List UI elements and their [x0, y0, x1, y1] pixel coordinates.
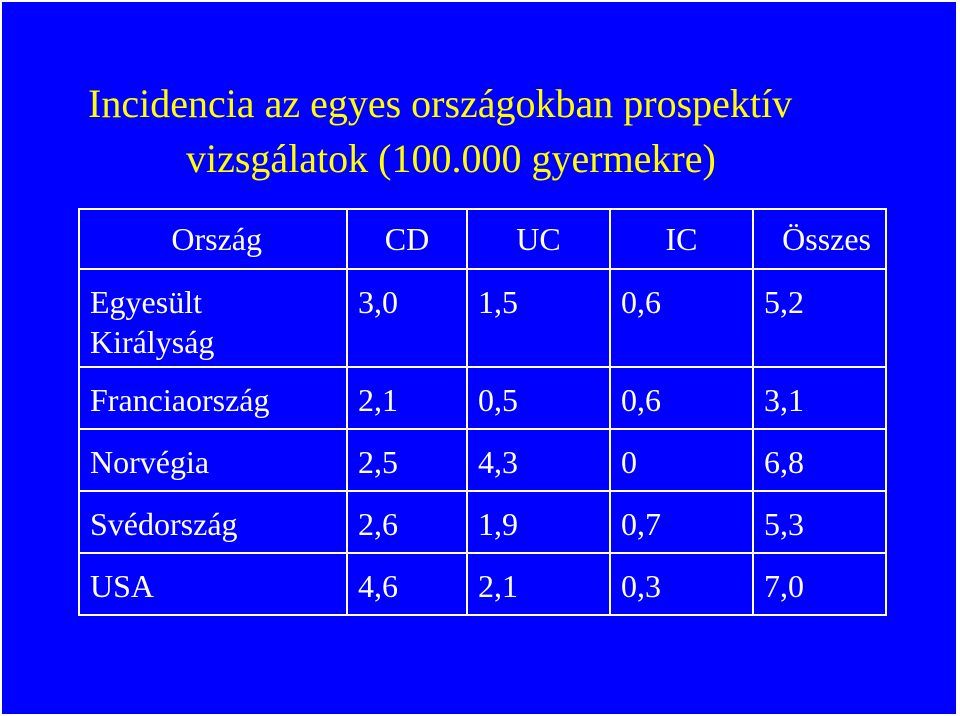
uc-value: 4,3 [478, 444, 518, 480]
country-name: USA [90, 568, 155, 604]
cell-country [79, 269, 347, 367]
cd-value: 2,1 [358, 382, 398, 418]
cd-value: 3,0 [358, 284, 398, 320]
cell-total [753, 429, 886, 491]
cell-total [753, 491, 886, 553]
uc-value: 0,5 [478, 382, 518, 418]
cell-uc [467, 269, 610, 367]
table-header-row [79, 209, 886, 269]
incidence-table [78, 208, 887, 616]
header-ic: IC [610, 209, 753, 269]
uc-value: 2,1 [478, 568, 518, 604]
title-line-1: Incidencia az egyes országokban prospektív [88, 81, 793, 126]
uc-value: 1,5 [478, 284, 518, 320]
table-row [79, 491, 886, 553]
cell-total [753, 553, 886, 615]
total-value: 6,8 [764, 444, 804, 480]
cell-cd [347, 367, 467, 429]
total-value: 7,0 [764, 568, 804, 604]
cell-ic [610, 491, 753, 553]
header-cd: CD [347, 209, 467, 269]
cell-ic [610, 269, 753, 367]
cell-total [753, 367, 886, 429]
cell-country [79, 429, 347, 491]
cell-ic [610, 429, 753, 491]
ic-value: 0,6 [621, 382, 661, 418]
total-value: 5,3 [764, 506, 804, 542]
country-name-line-1: Egyesült [90, 284, 202, 320]
ic-value: 0,7 [621, 506, 661, 542]
cd-value: 2,6 [358, 506, 398, 542]
cell-country [79, 491, 347, 553]
country-name-line-2: Királyság [90, 324, 215, 360]
cell-uc [467, 367, 610, 429]
total-value: 3,1 [764, 382, 804, 418]
total-value: 5,2 [764, 284, 804, 320]
cell-uc [467, 491, 610, 553]
table-row [79, 269, 886, 367]
cd-value: 4,6 [358, 568, 398, 604]
country-name: Franciaország [90, 382, 270, 418]
ic-value: 0,6 [621, 284, 661, 320]
header-country: Ország [79, 209, 347, 269]
cell-uc [467, 553, 610, 615]
cell-country [79, 367, 347, 429]
ic-value: 0 [621, 444, 637, 480]
uc-value: 1,9 [478, 506, 518, 542]
country-name: Svédország [90, 506, 238, 542]
title-line-2: vizsgálatok (100.000 gyermekre) [186, 136, 716, 181]
cell-cd [347, 553, 467, 615]
cell-country [79, 553, 347, 615]
header-uc: UC [467, 209, 610, 269]
slide-title [88, 76, 908, 186]
ic-value: 0,3 [621, 568, 661, 604]
cell-uc [467, 429, 610, 491]
header-total: Összes [753, 209, 886, 269]
cell-total [753, 269, 886, 367]
table-row [79, 367, 886, 429]
cell-ic [610, 553, 753, 615]
cell-cd [347, 491, 467, 553]
cell-ic [610, 367, 753, 429]
cell-cd [347, 429, 467, 491]
slide [2, 2, 956, 714]
cd-value: 2,5 [358, 444, 398, 480]
country-name: Norvégia [90, 444, 210, 480]
table-row [79, 429, 886, 491]
table-row [79, 553, 886, 615]
cell-cd [347, 269, 467, 367]
